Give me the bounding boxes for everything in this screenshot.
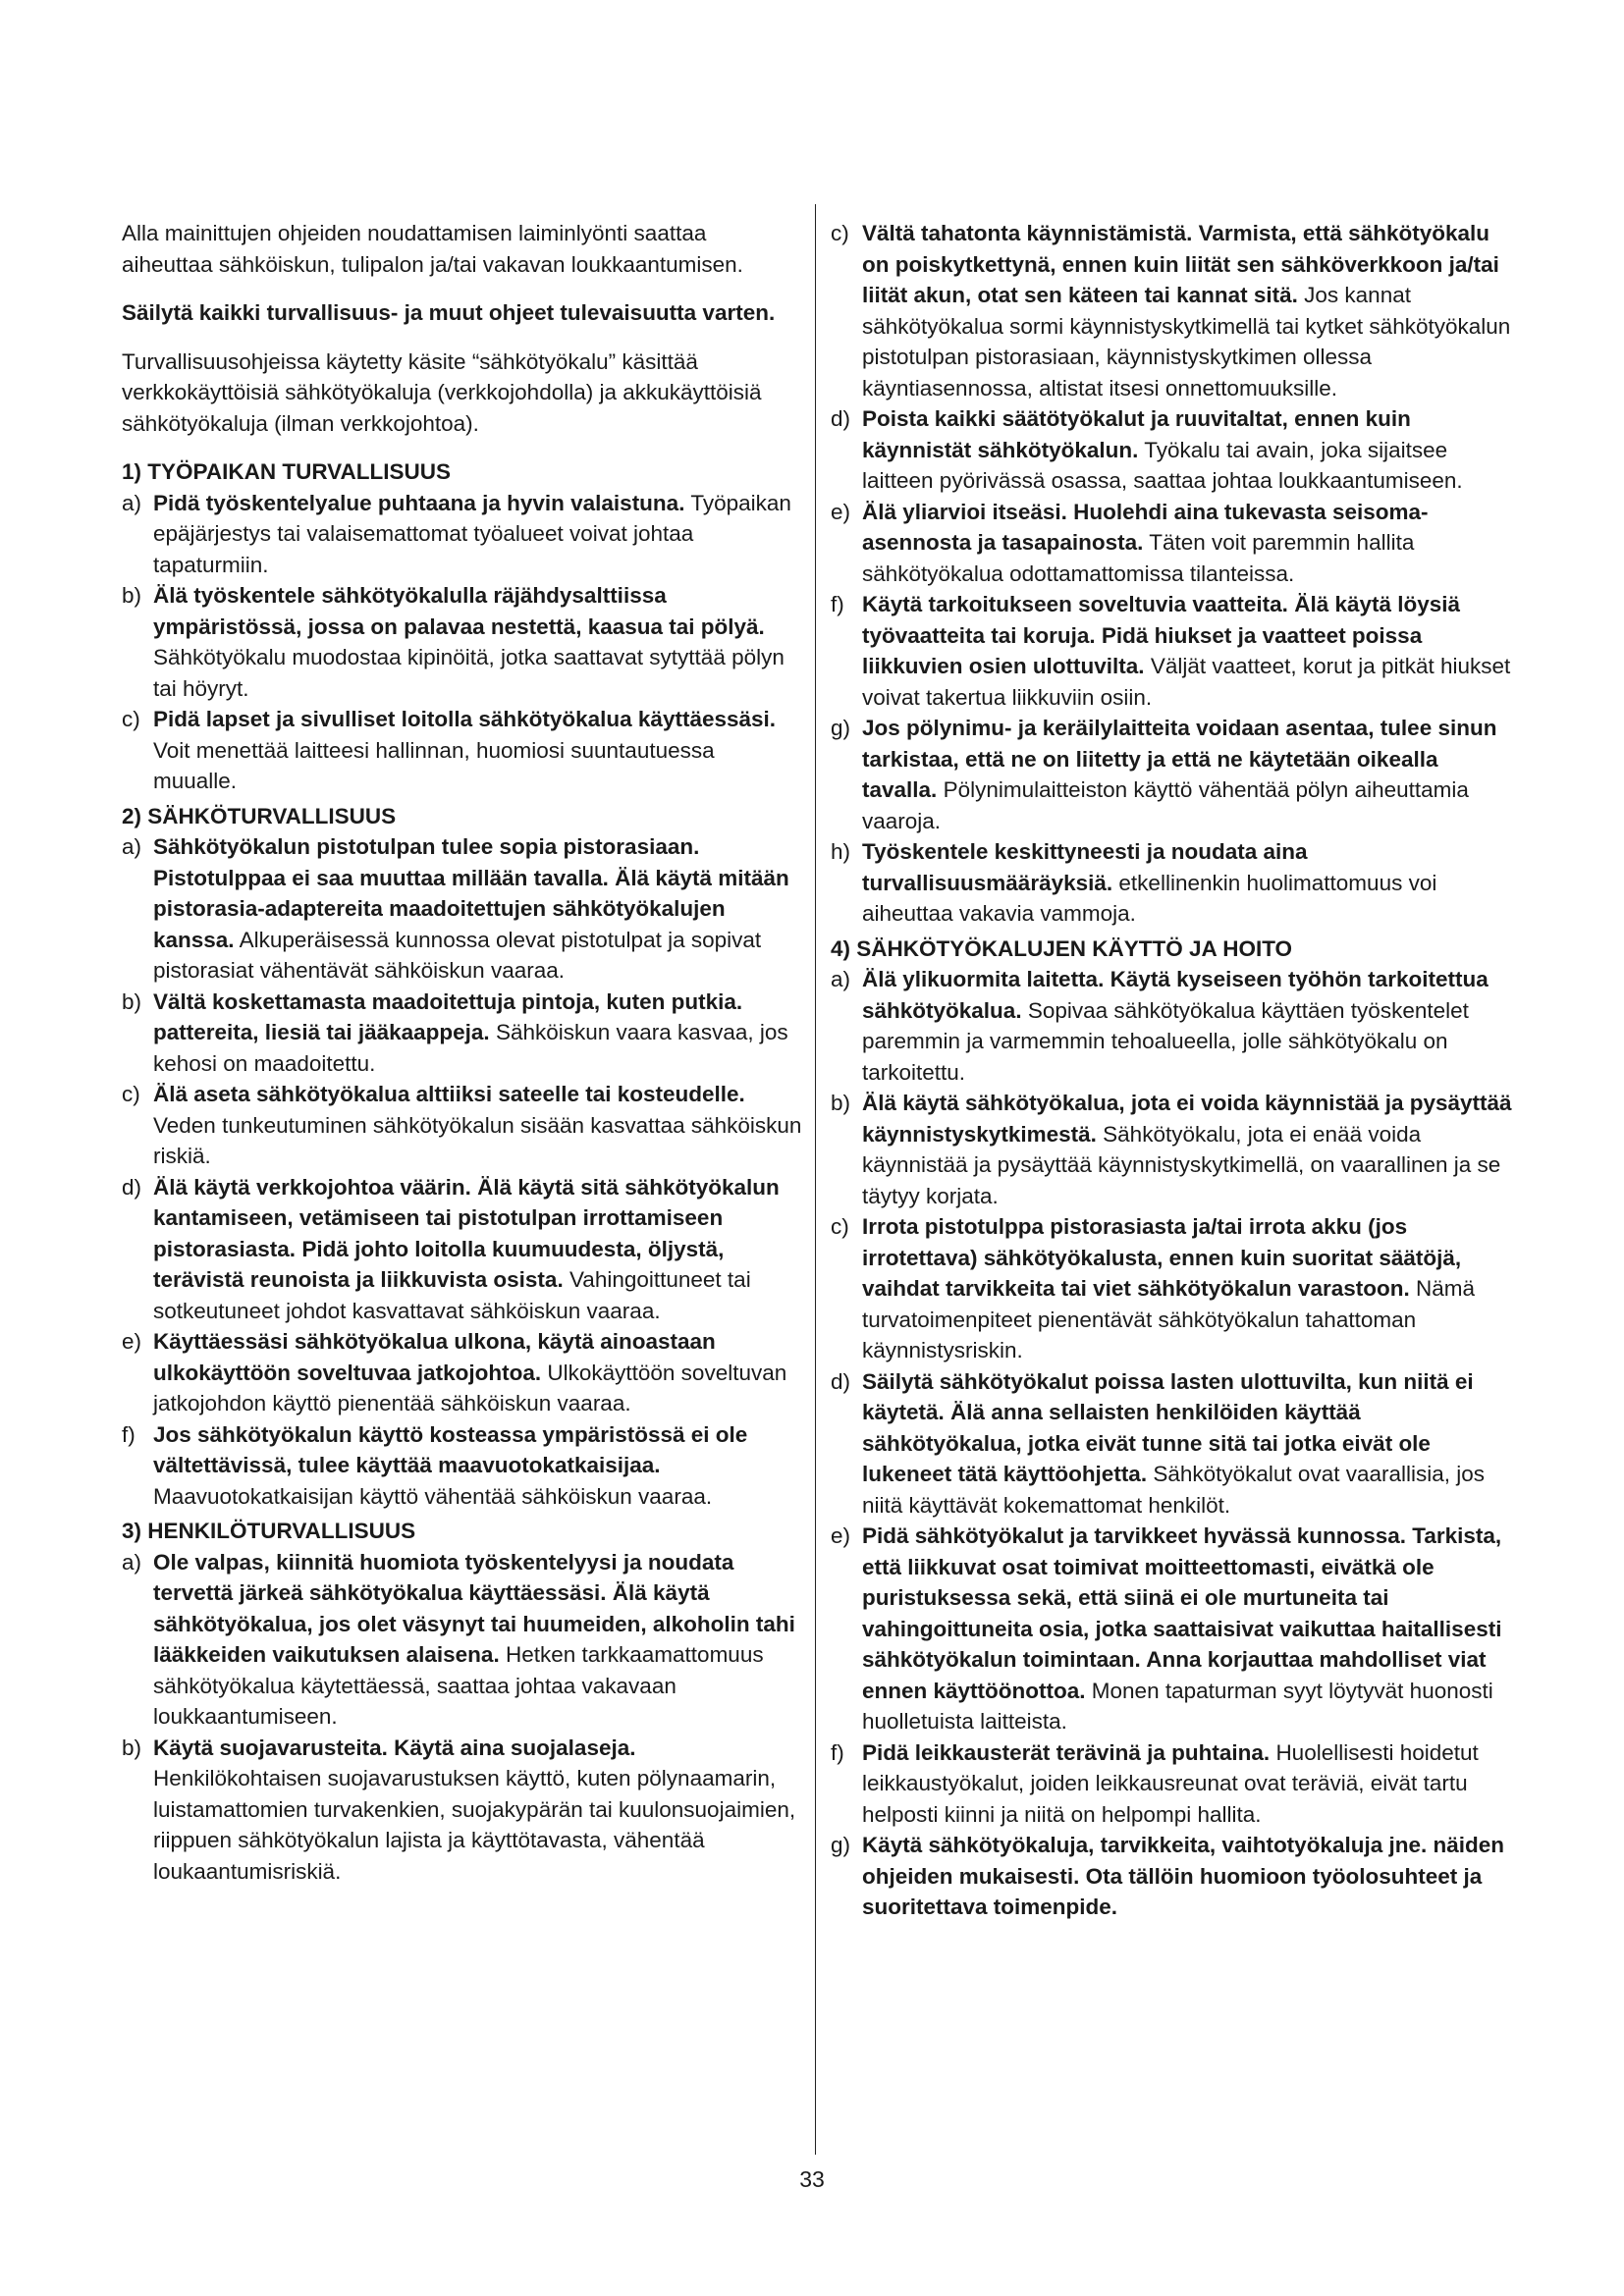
item-label: f) [831,592,844,616]
item-explanation: Sähkötyökalu, jota ei enää voida käynnistää ja pysäyttää käynnistyskytkimellä, on vaarallinen ja se täytyy korjata. [862,1121,1501,1208]
item-instruction: Irrota pistotulppa pistorasiasta ja/tai irrota akku (jos irrotettava) sähkötyökalusta, ennen kuin suoritat säätöjä, vaihdat tarvikkeita tai viet sähkötyökalun varastoon. [862,1214,1462,1301]
list-item [831,1830,1518,1923]
list-item [122,1079,802,1172]
item-label: g) [831,1833,851,1857]
item-label: g) [831,716,851,740]
item-label: e) [831,1523,851,1548]
item-explanation: Hetken tarkkaamattomuus sähkötyökalua käytettäessä, saattaa johtaa vakavaan loukkaantumiseen. [153,1642,764,1729]
list-item [122,580,802,704]
list-item [831,964,1518,1088]
list-item [831,589,1518,713]
list-item [122,831,802,987]
item-explanation: Ulkokäyttöön soveltuvan jatkojohdon käyttö pienentää sähköiskun vaaraa. [153,1360,787,1415]
item-explanation: Jos kannat sähkötyökalua sormi käynnistyskytkimellä tai kytket sähkötyökalun pistotulpan pistorasiaan, käynnistyskytkimen ollessa käyntiasennossa, altistat itsesi onnettomuuksille. [862,283,1511,400]
item-explanation: Sopivaa sähkötyökalua käyttäen työskentelet paremmin ja varmemmin tehoalueella, jolle sähkötyökalu on tarkoitettu. [862,997,1469,1085]
item-instruction: Säilytä sähkötyökalut poissa lasten ulottuvilta, kun niitä ei käytetä. Älä anna sellaisten henkilöiden käyttää sähkötyökalua, jotka eivät tunne sitä tai jotka eivät ole lukeneet tätä käyttöohjetta. [862,1368,1474,1486]
item-label: b) [122,583,142,608]
item-instruction: Poista kaikki säätötyökalut ja ruuvitaltat, ennen kuin käynnistät sähkötyökalun. [862,406,1411,462]
item-instruction: Pidä sähkötyökalut ja tarvikkeet hyvässä kunnossa. Tarkista, että liikkuvat osat toimivat moitteettomasti, eivätkä ole puristuksessa sekä, että siinä ei ole murtuneita tai vahingoittuneita osia, jotka saattaisivat vaikuttaa haitallisesti sähkötyökalun toimintaan. Anna korjauttaa mahdolliset viat ennen käyttöönottoa. [862,1523,1502,1703]
item-label: b) [831,1091,851,1115]
column-divider [815,204,816,2155]
list-item [122,1419,802,1513]
item-instruction: Älä työskentele sähkötyökalulla räjähdysalttiissa ympäristössä, jossa on palavaa nestettä, kaasua tai pölyä. [153,583,765,639]
item-explanation: Veden tunkeutuminen sähkötyökalun sisään kasvattaa sähköiskun riskiä. [153,1112,802,1168]
item-instruction: Pidä lapset ja sivulliset loitolla sähkötyökalua käyttäessäsi. [153,707,777,731]
item-label: d) [122,1174,142,1200]
intro-warning: Alla mainittujen ohjeiden noudattamisen laiminlyönti saattaa aiheuttaa sähköiskun, tulipalon ja/tai vakavan loukkaantumisen. [122,221,743,277]
item-instruction: Pidä työskentelyalue puhtaana ja hyvin valaistuna. [153,490,685,515]
list-item [831,1366,1518,1522]
item-instruction: Älä käytä verkkojohtoa väärin. Älä käytä sitä sähkötyökalun kantamiseen, vetämiseen tai pistotulpan irrottamiseen pistorasiasta. Pidä johto loitolla kuumuudesta, öljystä, terävistä reunoista ja liikkuvista osista. [153,1174,780,1292]
item-label: f) [831,1739,844,1765]
item-label: a) [122,490,142,515]
item-explanation: Työkalu tai avain, joka sijaitsee laitteen pyörivässä osassa, saattaa johtaa loukkaantumiseen. [862,437,1463,493]
item-label: h) [831,839,851,864]
item-label: e) [831,499,851,524]
list-item [831,713,1518,836]
item-label: a) [122,1549,142,1575]
item-explanation: Nämä turvatoimenpiteet pienentävät sähkötyökalun tahattoman käynnistysriskin. [862,1276,1476,1362]
item-explanation: Väljät vaatteet, korut ja pitkät hiukset voivat takertua liikkuviin osiin. [862,654,1511,710]
item-explanation: Vahingoittuneet tai sotkeutuneet johdot kasvattavat sähköiskun vaaraa. [153,1267,751,1323]
item-explanation: Huolellisesti hoidetut leikkaustyökalut, joiden leikkausreunat ovat teräviä, eivät tartu helposti kiinni ja niitä on helpompi hallita. [862,1739,1479,1827]
item-label: b) [122,988,142,1014]
item-label: c) [831,1214,849,1239]
item-label: c) [122,707,140,731]
item-instruction: Vältä tahatonta käynnistämistä. Varmista, että sähkötyökalu on poiskytkettynä, ennen kuin liität sen sähköverkkoon ja/tai liität akun, otat sen käteen tai kannat sitä. [862,221,1499,307]
list-item [122,1547,802,1733]
item-label: b) [122,1735,142,1760]
page-number: 33 [799,2166,825,2192]
item-label: c) [831,221,849,245]
list-item [122,1172,802,1327]
item-instruction: Jos sähkötyökalun käyttö kosteassa ympäristössä ei ole vältettävissä, tulee käyttää maavuotokatkaisijaa. [153,1421,748,1477]
item-instruction: Älä yliarvioi itseäsi. Huolehdi aina tukevasta seisoma-asennosta ja tasapainosta. [862,499,1429,555]
section-heading: 4) SÄHKÖTYÖKALUJEN KÄYTTÖ JA HOITO [831,935,1293,961]
list-item [831,1737,1518,1831]
item-instruction: Ole valpas, kiinnitä huomiota työskentelyysi ja noudata tervettä järkeä sähkötyökalua käyttäessäsi. Älä käytä sähkötyökalua, jos olet väsynyt tai huumeiden, alkoholin tahi lääkkeiden vaikutuksen alaisena. [153,1549,795,1667]
item-explanation: Maavuotokatkaisijan käyttö vähentää sähköiskun vaaraa. [153,1483,713,1509]
item-label: c) [122,1082,140,1106]
item-explanation: Täten voit paremmin hallita sähkötyökalua odottamattomissa tilanteissa. [862,530,1415,586]
section-heading: 2) SÄHKÖTURVALLISUUS [122,803,397,828]
list-item [831,836,1518,930]
item-instruction: Käyttäessäsi sähkötyökalua ulkona, käytä ainoastaan ulkokäyttöön soveltuvaa jatkojohtoa. [153,1329,716,1385]
item-explanation: Sähkötyökalut ovat vaarallisia, jos niitä käyttävät kokemattomat henkilöt. [862,1462,1486,1518]
item-explanation: Alkuperäisessä kunnossa olevat pistotulpat ja sopivat pistorasiat vähentävät sähköiskun vaaraa. [153,927,762,983]
item-instruction: Älä ylikuormita laitetta. Käytä kyseiseen työhön tarkoitettua sähkötyökalua. [862,967,1489,1023]
item-label: d) [831,406,851,431]
left-column [122,218,802,1887]
list-item [831,1521,1518,1737]
item-instruction: Älä käytä sähkötyökalua, jota ei voida käynnistää ja pysäyttää käynnistyskytkimestä. [862,1091,1512,1147]
item-instruction: Pidä leikkausterät terävinä ja puhtaina. [862,1739,1271,1765]
item-instruction: Vältä koskettamasta maadoitettuja pintoja, kuten putkia. pattereita, liesiä tai jääkaappeja. [153,988,743,1044]
section-heading: 3) HENKILÖTURVALLISUUS [122,1519,416,1543]
item-instruction: Älä aseta sähkötyökalua alttiiksi sateelle tai kosteudelle. [153,1082,745,1106]
list-item [122,987,802,1080]
item-explanation: etkellinenkin huolimattomuus voi aiheuttaa vakavia vammoja. [862,870,1437,926]
item-instruction: Työskentele keskittyneesti ja noudata aina turvallisuusmääräyksiä. [862,839,1308,895]
item-instruction: Käytä suojavarusteita. Käytä aina suojalaseja. [153,1735,636,1760]
list-item [831,218,1518,403]
item-explanation: Monen tapaturman syyt löytyvät huonosti huolletuista laitteista. [862,1678,1493,1734]
item-instruction: Käytä sähkötyökaluja, tarvikkeita, vaihtotyökaluja jne. näiden ohjeiden mukaisesti. Ota tällöin huomioon työolosuhteet ja suoritettava toimenpide. [862,1833,1504,1919]
item-instruction: Jos pölynimu- ja keräilylaitteita voidaan asentaa, tulee sinun tarkistaa, että ne on liitetty ja että ne käytetään oikealla tavalla. [862,716,1497,802]
list-item [831,1088,1518,1211]
item-explanation: Henkilökohtaisen suojavarustuksen käyttö, kuten pölynaamarin, luistamattomien turvakenkien, suojakypärän tai kuulonsuojaimien, riippuen sähkötyökalun lajista ja käyttötavasta, vähentää loukaantumisriskiä. [153,1766,796,1884]
intro-keep-instructions: Säilytä kaikki turvallisuus- ja muut ohjeet tulevaisuutta varten. [122,300,776,325]
list-item [122,704,802,797]
item-label: e) [122,1329,142,1354]
item-explanation: Voit menettää laitteesi hallinnan, huomiosi suuntautuessa muualle. [153,737,715,793]
item-explanation: Pölynimulaitteiston käyttö vähentää pölyn aiheuttamia vaaroja. [862,777,1469,833]
item-instruction: Sähkötyökalun pistotulpan tulee sopia pistorasiaan. Pistotulppaa ei saa muuttaa millään tavalla. Älä käytä mitään pistorasia-adaptereita maadoitettujen sähkötyökalujen kanssa. [153,834,789,952]
item-instruction: Käytä tarkoitukseen soveltuvia vaatteita. Älä käytä löysiä työvaatteita tai koruja. Pidä hiukset ja vaatteet poissa liikkuvien osien ulottuvilta. [862,592,1461,678]
list-item [122,488,802,581]
item-label: d) [831,1368,851,1394]
item-explanation: Sähköiskun vaara kasvaa, jos kehosi on maadoitettu. [153,1020,788,1076]
list-item [831,403,1518,497]
item-label: a) [122,834,142,859]
right-column [831,218,1518,1923]
list-item [831,1211,1518,1366]
section-heading: 1) TYÖPAIKAN TURVALLISUUS [122,459,452,484]
list-item [122,1733,802,1888]
item-label: f) [122,1421,135,1447]
list-item [831,497,1518,590]
list-item [122,1326,802,1419]
item-explanation: Sähkötyökalu muodostaa kipinöitä, jotka saattavat sytyttää pölyn tai höyryt. [153,645,785,701]
item-explanation: Työpaikan epäjärjestys tai valaisemattomat työalueet voivat johtaa tapaturmiin. [153,490,791,577]
item-label: a) [831,967,851,991]
intro-definition: Turvallisuusohjeissa käytetty käsite “sähkötyökalu” käsittää verkkokäyttöisiä sähkötyökaluja (verkkojohdolla) ja akkukäyttöisiä sähkötyökaluja (ilman verkkojohtoa). [122,348,762,436]
